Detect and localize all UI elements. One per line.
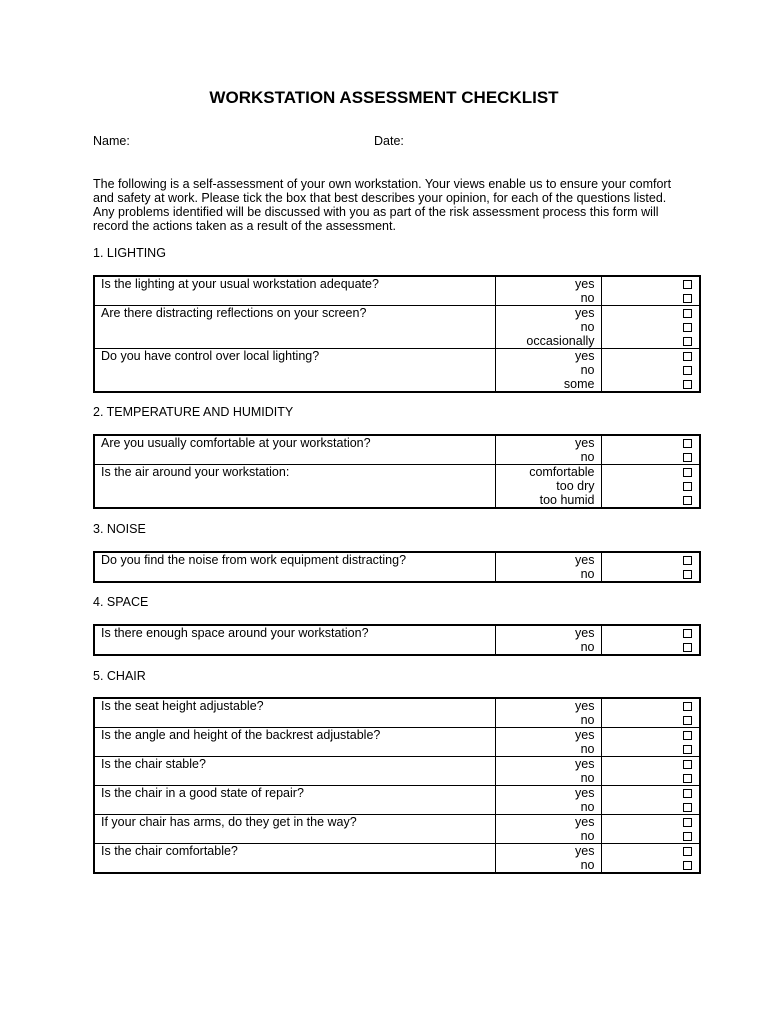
checkbox-icon[interactable] <box>683 789 692 798</box>
option-label: yes <box>575 436 595 450</box>
checkbox-line <box>602 626 693 640</box>
option-label: too dry <box>556 479 595 493</box>
question-text: Are there distracting reflections on your screen? <box>94 306 495 349</box>
option-label: too humid <box>539 493 595 507</box>
checkbox-line <box>602 786 693 800</box>
question-row <box>94 552 700 582</box>
checkbox-icon[interactable] <box>683 643 692 652</box>
checkbox-icon[interactable] <box>683 337 692 346</box>
section-table-temperature <box>93 434 701 509</box>
section-table-space <box>93 624 701 656</box>
option-label: yes <box>575 786 595 800</box>
checkbox-icon[interactable] <box>683 294 692 303</box>
answer-checkboxes <box>601 306 700 349</box>
question-text: Do you find the noise from work equipment distracting? <box>94 552 495 582</box>
checkbox-icon[interactable] <box>683 570 692 579</box>
question-text: Do you have control over local lighting? <box>94 349 495 393</box>
question-text: Is the air around your workstation: <box>94 465 495 509</box>
checkbox-icon[interactable] <box>683 280 692 289</box>
option-label: no <box>580 363 595 377</box>
option-label: yes <box>575 815 595 829</box>
option-label: yes <box>575 349 595 363</box>
section-table-noise <box>93 551 701 583</box>
checkbox-icon[interactable] <box>683 716 692 725</box>
answer-options <box>495 625 601 655</box>
checkbox-icon[interactable] <box>683 745 692 754</box>
section-title-chair: 5. CHAIR <box>93 669 146 683</box>
name-label: Name: <box>93 134 130 148</box>
question-text: Is there enough space around your workstation? <box>94 625 495 655</box>
checkbox-icon[interactable] <box>683 774 692 783</box>
option-label: yes <box>575 306 595 320</box>
checkbox-line <box>602 844 693 858</box>
answer-checkboxes <box>601 435 700 465</box>
page-title: WORKSTATION ASSESSMENT CHECKLIST <box>209 88 559 107</box>
answer-checkboxes <box>601 625 700 655</box>
question-row <box>94 757 700 786</box>
section-table-chair <box>93 697 701 874</box>
answer-checkboxes <box>601 786 700 815</box>
checkbox-icon[interactable] <box>683 323 692 332</box>
section-title-lighting: 1. LIGHTING <box>93 246 166 260</box>
checkbox-icon[interactable] <box>683 439 692 448</box>
answer-options <box>495 435 601 465</box>
option-label: yes <box>575 699 595 713</box>
question-text: Is the lighting at your usual workstation adequate? <box>94 276 495 306</box>
option-label: yes <box>575 728 595 742</box>
checkbox-icon[interactable] <box>683 861 692 870</box>
checkbox-icon[interactable] <box>683 832 692 841</box>
answer-options <box>495 306 601 349</box>
section-title-noise: 3. NOISE <box>93 522 146 536</box>
option-label: some <box>563 377 595 391</box>
question-row <box>94 844 700 874</box>
checkbox-icon[interactable] <box>683 818 692 827</box>
answer-options <box>495 844 601 874</box>
answer-options <box>495 276 601 306</box>
question-row <box>94 786 700 815</box>
question-text: Is the chair stable? <box>94 757 495 786</box>
checkbox-icon[interactable] <box>683 760 692 769</box>
checkbox-line <box>602 465 693 479</box>
checkbox-line <box>602 713 693 727</box>
option-label: no <box>580 829 595 843</box>
question-row <box>94 465 700 509</box>
answer-checkboxes <box>601 844 700 874</box>
intro-paragraph: The following is a self-assessment of your own workstation. Your views enable us to ensure your comfort and safety at work. Please tick the box that best describes your opinion, for each of the questions listed. Any problems identified will be discussed with you as part of the risk assessment process this form will record the actions taken as a result of the assessment. <box>93 177 672 233</box>
question-row <box>94 349 700 393</box>
answer-checkboxes <box>601 698 700 728</box>
checkbox-icon[interactable] <box>683 352 692 361</box>
option-label: yes <box>575 553 595 567</box>
option-label: no <box>580 800 595 814</box>
answer-checkboxes <box>601 757 700 786</box>
answer-checkboxes <box>601 276 700 306</box>
checkbox-line <box>602 771 693 785</box>
question-row <box>94 698 700 728</box>
checkbox-line <box>602 291 693 305</box>
option-label: occasionally <box>526 334 595 348</box>
question-text: Is the chair in a good state of repair? <box>94 786 495 815</box>
checkbox-line <box>602 815 693 829</box>
question-row <box>94 306 700 349</box>
answer-options <box>495 815 601 844</box>
option-label: comfortable <box>529 465 595 479</box>
option-label: yes <box>575 757 595 771</box>
checkbox-line <box>602 450 693 464</box>
section-title-temperature: 2. TEMPERATURE AND HUMIDITY <box>93 405 294 419</box>
date-label: Date: <box>374 134 404 148</box>
checkbox-line <box>602 277 693 291</box>
answer-options <box>495 552 601 582</box>
option-label: no <box>580 771 595 785</box>
checkbox-line <box>602 306 693 320</box>
checkbox-line <box>602 377 693 391</box>
checkbox-line <box>602 349 693 363</box>
checkbox-icon[interactable] <box>683 702 692 711</box>
checkbox-icon[interactable] <box>683 731 692 740</box>
checkbox-line <box>602 567 693 581</box>
checkbox-icon[interactable] <box>683 629 692 638</box>
question-text: Are you usually comfortable at your workstation? <box>94 435 495 465</box>
checkbox-line <box>602 800 693 814</box>
question-row <box>94 625 700 655</box>
answer-checkboxes <box>601 728 700 757</box>
option-label: no <box>580 640 595 654</box>
checkbox-icon[interactable] <box>683 380 692 389</box>
answer-options <box>495 465 601 509</box>
answer-options <box>495 349 601 393</box>
checkbox-line <box>602 334 693 348</box>
checkbox-icon[interactable] <box>683 482 692 491</box>
question-row <box>94 276 700 306</box>
checkbox-icon[interactable] <box>683 453 692 462</box>
option-label: no <box>580 291 595 305</box>
answer-checkboxes <box>601 552 700 582</box>
question-row <box>94 728 700 757</box>
checkbox-icon[interactable] <box>683 847 692 856</box>
checkbox-line <box>602 493 693 507</box>
checkbox-icon[interactable] <box>683 366 692 375</box>
answer-checkboxes <box>601 465 700 509</box>
checkbox-line <box>602 640 693 654</box>
checkbox-icon[interactable] <box>683 309 692 318</box>
answer-options <box>495 698 601 728</box>
option-label: no <box>580 742 595 756</box>
option-label: no <box>580 450 595 464</box>
checkbox-line <box>602 757 693 771</box>
checkbox-line <box>602 479 693 493</box>
checkbox-icon[interactable] <box>683 468 692 477</box>
question-row <box>94 815 700 844</box>
question-text: If your chair has arms, do they get in the way? <box>94 815 495 844</box>
question-text: Is the seat height adjustable? <box>94 698 495 728</box>
checkbox-icon[interactable] <box>683 803 692 812</box>
checkbox-line <box>602 363 693 377</box>
option-label: no <box>580 567 595 581</box>
section-title-space: 4. SPACE <box>93 595 149 609</box>
option-label: yes <box>575 844 595 858</box>
answer-options <box>495 728 601 757</box>
checkbox-line <box>602 699 693 713</box>
question-text: Is the angle and height of the backrest adjustable? <box>94 728 495 757</box>
section-table-lighting <box>93 275 701 393</box>
question-row <box>94 435 700 465</box>
checkbox-line <box>602 829 693 843</box>
option-label: yes <box>575 277 595 291</box>
answer-options <box>495 757 601 786</box>
checkbox-icon[interactable] <box>683 496 692 505</box>
checkbox-line <box>602 553 693 567</box>
option-label: no <box>580 713 595 727</box>
checkbox-line <box>602 320 693 334</box>
option-label: yes <box>575 626 595 640</box>
answer-options <box>495 786 601 815</box>
checkbox-line <box>602 858 693 872</box>
answer-checkboxes <box>601 349 700 393</box>
checkbox-line <box>602 742 693 756</box>
checkbox-line <box>602 728 693 742</box>
option-label: no <box>580 858 595 872</box>
checkbox-icon[interactable] <box>683 556 692 565</box>
answer-checkboxes <box>601 815 700 844</box>
checkbox-line <box>602 436 693 450</box>
question-text: Is the chair comfortable? <box>94 844 495 874</box>
option-label: no <box>580 320 595 334</box>
